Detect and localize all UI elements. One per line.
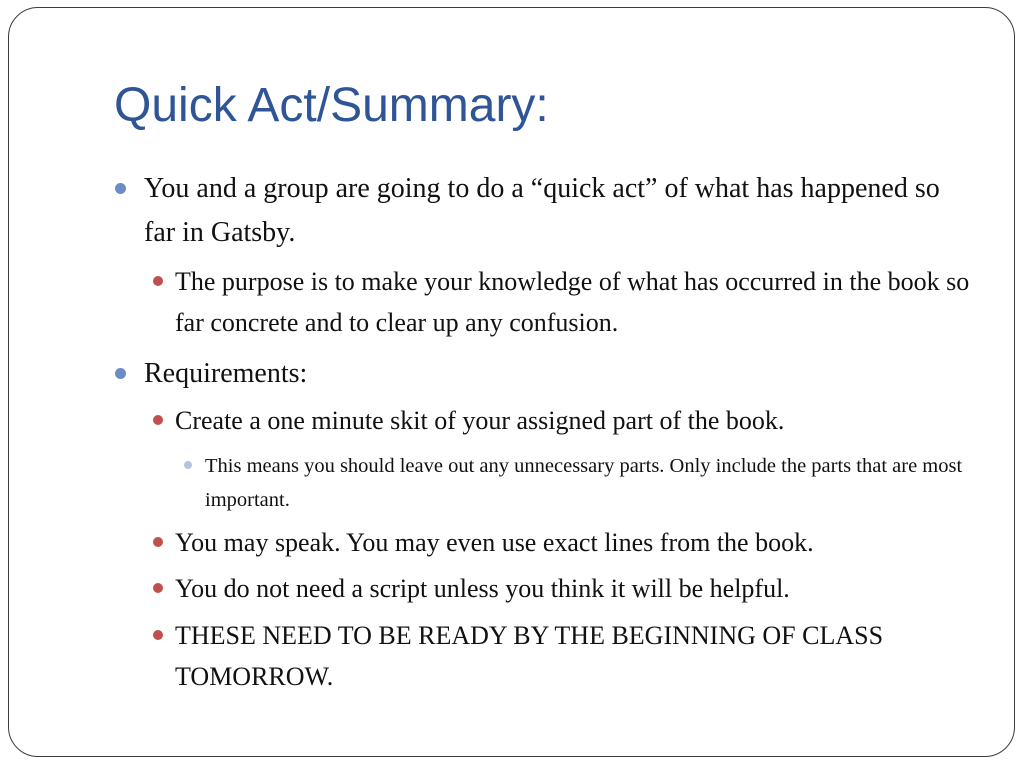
- sub-bullet-item: [175, 615, 985, 697]
- bullet-text: The purpose is to make your knowledge of what has occurred in the book so far concrete and to clear up any confusion.: [175, 267, 970, 337]
- sub-sub-bullet-item: [205, 449, 965, 517]
- sub-bullet-item: [175, 400, 985, 441]
- bullet-dot-icon: [115, 368, 126, 379]
- bullet-dot-icon: [184, 461, 192, 469]
- bullet-dot-icon: [153, 276, 163, 286]
- bullet-text: THESE NEED TO BE READY BY THE BEGINNING OF CLASS TOMORROW.: [175, 621, 884, 691]
- bullet-text: Requirements:: [144, 358, 308, 389]
- bullet-text: You may speak. You may even use exact lines from the book.: [175, 528, 814, 557]
- bullet-dot-icon: [153, 537, 163, 547]
- bullet-text: Create a one minute skit of your assigned part of the book.: [175, 406, 785, 435]
- sub-bullet-item: [175, 568, 985, 609]
- bullet-text: You do not need a script unless you think it will be helpful.: [175, 574, 790, 603]
- bullet-item: [144, 167, 944, 255]
- sub-bullet-item: [175, 261, 985, 343]
- bullet-dot-icon: [115, 183, 126, 194]
- slide-title: Quick Act/Summary:: [114, 79, 549, 132]
- bullet-dot-icon: [153, 415, 163, 425]
- bullet-item: [144, 352, 944, 396]
- bullet-dot-icon: [153, 583, 163, 593]
- sub-bullet-item: [175, 522, 985, 563]
- bullet-text: You and a group are going to do a “quick act” of what has happened so far in Gatsby.: [144, 173, 940, 248]
- bullet-dot-icon: [153, 630, 163, 640]
- bullet-text: This means you should leave out any unnecessary parts. Only include the parts that are most important.: [205, 455, 963, 511]
